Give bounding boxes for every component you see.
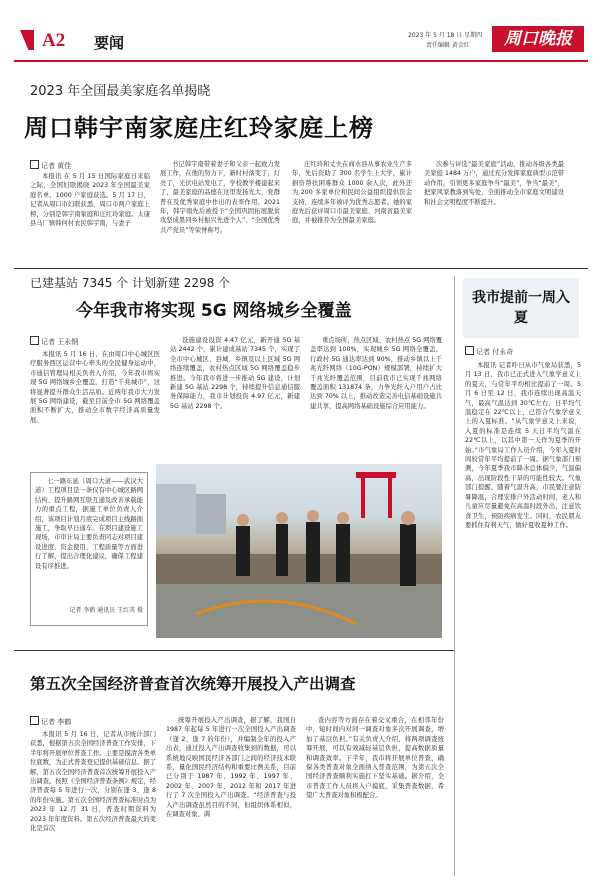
byline-box-icon <box>30 716 39 725</box>
page-number: A2 <box>42 30 66 51</box>
header-bar <box>14 24 588 64</box>
byline-text: 记者 付永奇 <box>476 348 514 356</box>
story1-col2 <box>160 160 280 260</box>
story3-headline: 第五次全国经济普查首次统筹开展投入产出调查 <box>30 675 356 693</box>
story3-col2 <box>166 716 296 870</box>
paragraph: 次参与评选“最美家庭”活动，推动各级各类最美家庭 1484 万户，通过充分发挥家庭典型示范带动作用，引领更多家庭争当“最美”，争当“最美”，把家风家教落到实处，全面推动全市家庭文明建设和社会文明程度不断提升。 <box>424 161 564 206</box>
editor-credit: 责任编辑 黄金红 <box>426 42 470 49</box>
story3-col1 <box>30 730 156 870</box>
story2-col3 <box>310 336 442 450</box>
header-rule <box>14 60 588 62</box>
section-name: 要闻 <box>94 34 125 52</box>
photo-caption-box <box>30 472 148 626</box>
construction-site-image <box>156 464 442 638</box>
story2-headline: 今年我市将实现 5G 网络城乡全覆盖 <box>76 301 352 321</box>
story1-headline: 周口韩宇南家庭庄红玲家庭上榜 <box>24 114 374 142</box>
story2-byline <box>30 336 78 347</box>
news-photo <box>156 464 442 638</box>
side-body <box>465 361 581 861</box>
story2-col2 <box>170 336 300 450</box>
byline-text: 记者 李鹤 <box>41 718 72 726</box>
story1-col1 <box>30 172 150 260</box>
byline-box-icon <box>465 346 474 355</box>
side-story <box>454 276 585 876</box>
paragraph: 设施建设投资 4.47 亿元，新开通 5G 基站 2442 个，累计建成基站 7345 个，实现了全市中心城区、县城、乡镇及以上区域 5G 网络连续覆盖，农村热点区域 5G 网络覆盖稳步推进。今年我市将进一步推动 5G 建设，计划新建 5G 基站 2298 个，持续提升信息通信服务保障能力，我市计划投资 4.97 亿元，新建 5G 基站 2298 个。 <box>170 337 300 410</box>
paragraph: 本报讯 在 5 月 15 日国际家庭日来临之际，全国妇联揭晓 2023 年全国最美家庭名单，1000 户家庭获选。5 月 17 日，记者从周口市妇联获悉，周口市两户家庭上榜，分别是韩宇南家庭和庄红玲家庭。太康县马厂镇韩何村农民韩宇南，与妻子 <box>30 173 150 228</box>
paragraph: 本报讯 5 月 16 日，记者从市统计部门获悉，根据第五次全国经济普查工作安排，下半年将开展单位普查工作。主要是摸清各类单位底数，为正式普查登记提供基础信息。据了解，第五次全国经济普查首次统筹开展投入产出调查。按照《全国经济普查条例》规定，经济普查每 5 年进行一次，分别在逢 3、逢 8 的年份实施。第五次全国经济普查标准时点为 2023 年 12 月 31 日，普查时期资料为 2023 年年度资料。第五次经济普查最大的变化是首次 <box>30 731 156 833</box>
issue-date: 2023 年 5 月 18 日 星期四 <box>408 32 483 39</box>
paragraph: 庄红玲和丈夫在商水县从事农业生产多年，先后资助了 300 名学生上大学，累计捐资帮扶困难群众 1000 余人次，此外还为 200 多家单位和民间公益组织提供资金支持，连续多年被评为优秀志愿者。她的家庭先后获评周口市最美家庭、河南省最美家庭，并被推荐为全国最美家庭。 <box>292 161 412 225</box>
photo-caption <box>35 477 143 605</box>
paragraph: 书记韩宇南带着妻子和父亲一起致力发展工作，在他的努力下，新时村落变了，灯亮了，光伏电站发电了，学校教学楼建起来了，最美家庭的品德在这里发扬光大，党群普在及优秀家庭中作出的表率作用。2021 年，韩宇南先后被授予“全国巩固拓展脱贫攻坚成果同乡村振兴先进个人”、“全国优秀共产党员”等荣誉称号。 <box>160 161 280 234</box>
divider <box>14 650 454 651</box>
story2-kicker: 已建基站 7345 个 计划新建 2298 个 <box>30 276 231 290</box>
story2-col1 <box>30 350 160 450</box>
side-byline <box>465 346 585 357</box>
paragraph: 本报讯 5 月 16 日，在由周口中心城区医疗服务西区运营中心牵头的全民健身运动中，市通信管理局相关负责人介绍，今年我市将实现 5G 网络城乡全覆盖，打造“千兆城市”，这将显著提升群众生活品质。近两年我市大力发展 5G 网络建设，截至目前全市 5G 网络覆盖面积不断扩大，推动全市数字经济高质量发展。 <box>30 351 160 424</box>
paragraph: 本报讯 记者昨日从市气象局获悉，5 月 13 日，我市已正式进入气象学意义上的夏天，与常年平均相比提前了一周。5 月 6 日至 12 日，我市连续出现高温天气，最高气温达到 30℃左右，日平均气温稳定在 22℃以上，已符合气象学意义上的入夏标准。“从气象学意义上来说，入夏的标准是连续 5 天日平均气温在 22℃以上，以其中第一天作为夏季的开始。”市气象局工作人员介绍，今年入夏时间较常年平均提前了一周。据气象部门预测，今年夏季我市降水总体偏少，气温偏高，出现阶段性干旱的可能性较大。气象部门提醒，随着气温升高，市民要注意防暑降温，合理安排户外活动时间，老人和儿童应尽量避免在高温时段外出，注意饮食卫生，预防疾病发生。同时，农民朋友要抓住有利天气，做好夏收夏种工作。 <box>465 362 581 529</box>
photo-credit: 记者 李鹤 通讯员 王红英 摄 <box>69 607 143 614</box>
story1-col4 <box>424 160 564 260</box>
story1-col3 <box>292 160 412 260</box>
paragraph: 查内容等方面存在着交叉重合，在相邻年份中，短时间内对同一调查对象多次开展调查，增加了基层负担。”有关负责人介绍，将两项调查统筹开展，可以有效减轻基层负担，提高数据质量和调查效率。下半年，我市将开展单位普查，确保各类普查对象全面纳入普查范围，为第五次全国经济普查顺利实施打下坚实基础。据介绍，全市普查工作人员将入户摸底，采集普查数据，希望广大普查对象积极配合。 <box>306 717 444 800</box>
paragraph: 重点场所、热点区域、农村热点 5G 网络覆盖率达到 100%，实现城乡 5G 网络全覆盖，行政村 5G 通达率达到 90%，推动乡镇以上千兆光纤网络（10G-PON）规模部署，持续扩大千兆光纤覆盖范围，目前我市已实现千兆网络覆盖面积 131874 条，力争光纤入户用户占比达到 70% 以上，推动改造完善电信基础设施共建共享，提高网络基础设施综合应用能力。 <box>310 337 442 410</box>
newspaper-logo: 周口晚报 <box>492 26 584 52</box>
story3-col3 <box>306 716 444 870</box>
red-corner-mark <box>20 30 34 50</box>
paragraph: 统筹开展投入产出调查，据了解，我国自 1987 年起每 5 年进行一次全国投入产出调查（逢 2、逢 7 的年份），并编制全年的投入产出表，通过投入产出调查收集到的数据，可以系统地反映国民经济各部门之间的经济技术联系，量化国民经济结构和重要比例关系，目前已分别于 1987 年、1992 年、1997 年、2002 年、2007 年、2012 年和 2017 年进行了 7 次全国投入产出调查。“经济普查与投入产出调查虽然目的不同，但组织体系相似，在调查对象、调 <box>166 717 296 819</box>
side-headline: 我市提前一周入夏 <box>463 278 579 338</box>
story1-kicker: 2023 年全国最美家庭名单揭晓 <box>30 84 211 99</box>
byline-text: 记者 黄佳 <box>41 162 72 170</box>
story3-byline <box>30 716 71 727</box>
byline-text: 记者 王永钢 <box>41 338 79 346</box>
byline-box-icon <box>30 336 39 345</box>
paragraph: 七一路东延（周口大道——武汉大道）工程项目是一条仅有中心城区路网结构、提升路网互联互通及改善承载能力的重点工程，据施工单位负责人介绍，该项目计划月底完成项目主线路面施工，争取早日通车。在项目建设施工现场，市审计局主要负责同志对项目建设进度、资金使用、工程质量等方面进行了解，提出合理化建议，确保工程建设有序推进。 <box>35 478 143 570</box>
story1-byline <box>30 160 71 171</box>
byline-box-icon <box>30 160 39 169</box>
divider <box>14 268 588 269</box>
